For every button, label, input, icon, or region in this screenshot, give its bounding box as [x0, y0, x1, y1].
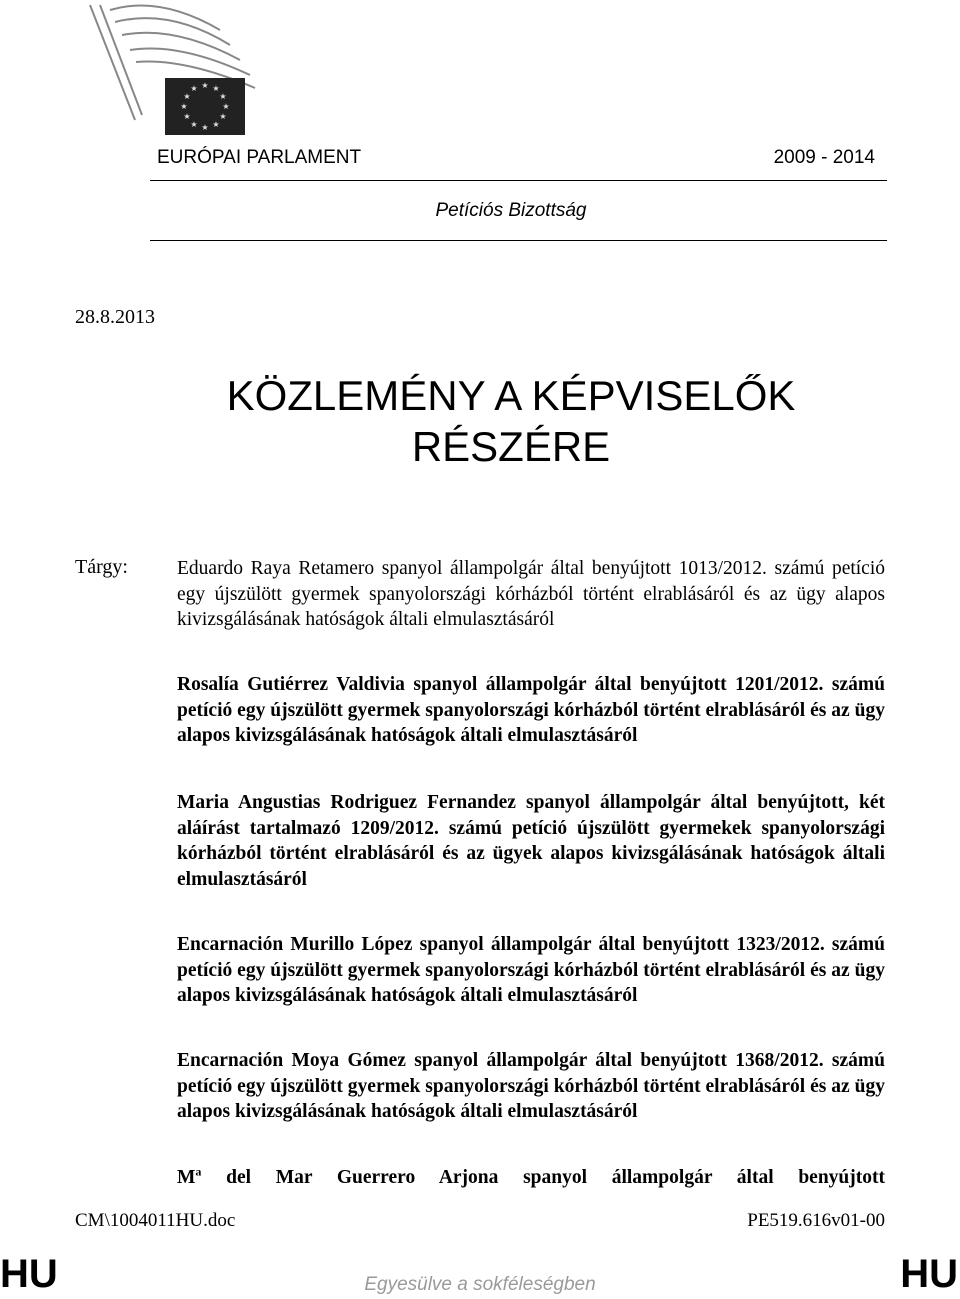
- petition-5: [177, 1048, 885, 1125]
- committee-divider: [150, 240, 887, 241]
- svg-text:★: ★: [183, 112, 191, 121]
- pe-reference: PE519.616v01-00: [747, 1210, 885, 1231]
- title-line-1: KÖZLEMÉNY A KÉPVISELŐK: [226, 372, 796, 419]
- svg-text:★: ★: [201, 123, 209, 132]
- document-reference: CM\1004011HU.doc: [75, 1210, 236, 1231]
- page-title: [150, 370, 872, 472]
- petition-1: [177, 556, 885, 633]
- petition-6-lead-rest: del Mar Guerrero Arjona spanyol állampolgár által benyújtott: [201, 1167, 885, 1188]
- petition-1-text: petíció egy újszülött gyermek spanyolországi kórházból történt elrablásáról és az ügy alapos kivizsgálásának hatóságok általi elmulasztásáról: [177, 558, 886, 630]
- petition-1-lead: Eduardo Raya Retamero spanyol állampolgár által benyújtott 1013/2012. számú: [177, 558, 825, 579]
- svg-text:★: ★: [190, 84, 198, 93]
- svg-text:★: ★: [212, 120, 220, 129]
- petition-5-lead: Encarnación Moya Gómez spanyol állampolgár által benyújtott 1368/2012. számú: [177, 1050, 885, 1071]
- petition-4-text: petíció egy újszülött gyermek spanyolországi kórházból történt elrablásáról és az ügy alapos kivizsgálásának hatóságok általi elmulasztásáról: [177, 959, 885, 1006]
- parliamentary-term: 2009 - 2014: [773, 147, 875, 168]
- svg-text:★: ★: [180, 102, 188, 111]
- title-line-2: RÉSZÉRE: [411, 423, 611, 470]
- institution-name: EURÓPAI PARLAMENT: [157, 147, 362, 168]
- svg-text:★: ★: [219, 112, 227, 121]
- petition-4-lead: Encarnación Murillo López spanyol állampolgár által benyújtott 1323/2012. számú: [177, 934, 885, 955]
- petition-3-lead: Maria Angustias Rodriguez Fernandez spanyol állampolgár által benyújtott, két aláírást tartalmazó 1209/2012. számú: [177, 792, 885, 839]
- language-code-right: HU: [900, 1252, 958, 1296]
- svg-text:★: ★: [219, 92, 227, 101]
- svg-text:★: ★: [212, 84, 220, 93]
- petition-4: [177, 932, 885, 1009]
- svg-text:★: ★: [222, 102, 230, 111]
- document-date: 28.8.2013: [75, 306, 155, 328]
- subject-label: Tárgy:: [75, 556, 128, 578]
- committee-name: Petíciós Bizottság: [435, 200, 587, 221]
- petition-2: [177, 672, 885, 749]
- svg-text:★: ★: [183, 92, 191, 101]
- header-divider: [150, 180, 887, 181]
- petition-5-text: petíció egy újszülött gyermek spanyolországi kórházból történt elrablásáról és az ügy alapos kivizsgálásának hatóságok általi elmulasztásáról: [177, 1075, 885, 1122]
- petition-2-lead: Rosalía Gutiérrez Valdivia spanyol állampolgár által benyújtott 1201/2012. számú: [177, 674, 885, 695]
- petition-6-lead-m: M: [177, 1167, 196, 1188]
- petition-3-text: petíció újszülött gyermekek spanyolországi kórházból történt elrablásáról és az ügyek alapos kivizsgálásának hatóságok általi elmulasztásáról: [177, 817, 885, 890]
- petition-6-lead-sup: a: [195, 1164, 202, 1179]
- petition-3: [177, 790, 885, 892]
- svg-text:★: ★: [190, 120, 198, 129]
- petition-2-text: petíció egy újszülött gyermek spanyolországi kórházból történt elrablásáról és az ügy alapos kivizsgálásának hatóságok általi elmulasztásáról: [177, 699, 885, 746]
- eu-motto: Egyesülve a sokféleségben: [364, 1274, 596, 1295]
- european-parliament-logo-icon: [80, 0, 270, 140]
- petition-6: [177, 1165, 885, 1191]
- language-code-left: HU: [0, 1252, 58, 1296]
- svg-text:★: ★: [201, 81, 209, 90]
